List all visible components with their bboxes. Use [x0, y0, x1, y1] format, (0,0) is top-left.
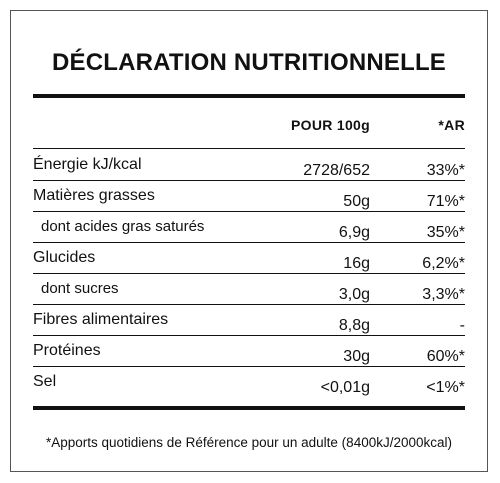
nutrient-row-sugars [33, 274, 465, 305]
header-divider [33, 148, 465, 149]
nutrient-label: Fibres alimentaires [33, 311, 169, 328]
nutrient-value: 50g [343, 193, 370, 210]
nutrient-label: dont acides gras saturés [41, 218, 205, 235]
nutrient-value: 3,0g [338, 286, 370, 303]
nutrient-ar: - [459, 317, 465, 334]
nutrient-row-fat [33, 181, 465, 212]
nutrient-ar: 33%* [426, 162, 465, 179]
nutrient-row-carbohydrates [33, 243, 465, 274]
nutrient-label: Énergie kJ/kcal [33, 156, 142, 173]
nutrient-ar: 35%* [426, 224, 465, 241]
nutrient-label: Sel [33, 373, 57, 390]
nutrient-value: 16g [343, 255, 370, 272]
nutrient-row-energy [33, 150, 465, 181]
nutrient-ar: 60%* [426, 348, 465, 365]
nutrient-row-salt [33, 367, 465, 398]
nutrient-row-protein [33, 336, 465, 367]
footer-divider [33, 406, 465, 410]
nutrition-label-panel [10, 10, 488, 472]
nutrient-label: Glucides [33, 249, 96, 266]
nutrient-value: 8,8g [338, 317, 370, 334]
nutrition-title: DÉCLARATION NUTRITIONNELLE [51, 49, 447, 76]
nutrient-value: 2728/652 [303, 162, 370, 179]
nutrient-label: dont sucres [41, 280, 119, 297]
nutrient-row-saturated-fat [33, 212, 465, 243]
nutrient-label: Protéines [33, 342, 101, 359]
ar-header: *AR [438, 117, 465, 133]
per-100g-header: POUR 100g [291, 117, 370, 133]
nutrient-ar: 71%* [426, 193, 465, 210]
nutrient-value: 6,9g [338, 224, 370, 241]
nutrient-ar: 6,2%* [422, 255, 465, 272]
nutrient-ar: <1%* [426, 379, 465, 396]
nutrient-row-fibre [33, 305, 465, 336]
nutrient-ar: 3,3%* [422, 286, 465, 303]
reference-footnote: *Apports quotidiens de Référence pour un adulte (8400kJ/2000kcal) [45, 435, 452, 450]
nutrient-value: <0,01g [320, 379, 370, 396]
title-divider [33, 94, 465, 98]
nutrient-value: 30g [343, 348, 370, 365]
nutrient-label: Matières grasses [33, 187, 155, 204]
